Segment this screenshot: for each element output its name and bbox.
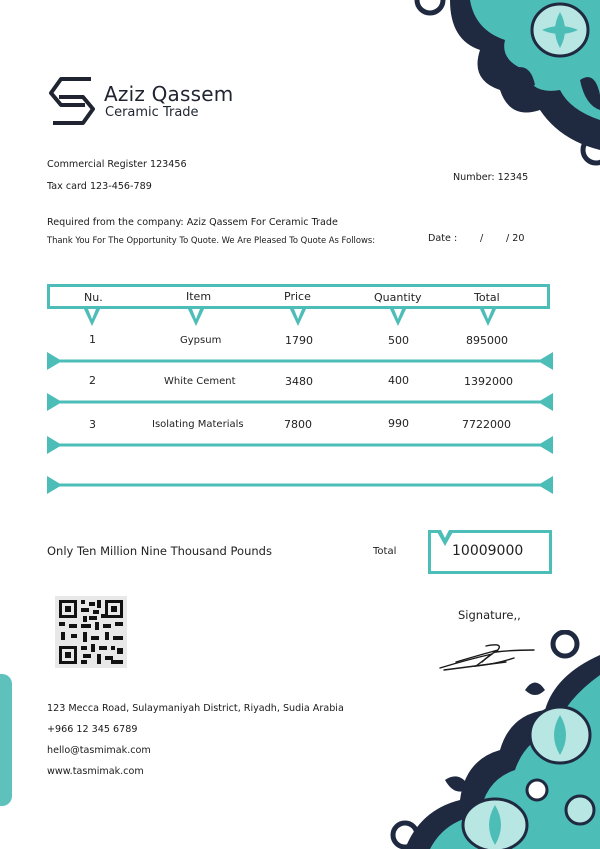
header-price: Price [284,290,311,303]
contact-email[interactable]: hello@tasmimak.com [47,745,151,756]
brand-name: Aziz Qassem [104,82,234,106]
ornament-top-right [410,0,600,170]
row-2-total: 1392000 [464,375,513,388]
header-number: Nu. [84,291,103,304]
signature-label: Signature,, [458,608,521,622]
row-3-item: Isolating Materials [152,419,244,430]
tax-card: Tax card 123-456-789 [47,181,152,192]
row-2-number: 2 [89,374,96,387]
commercial-register: Commercial Register 123456 [47,159,187,170]
row-3-price: 7800 [284,418,312,431]
date-year: / 20 [506,233,525,244]
header-quantity: Quantity [374,291,422,304]
required-from: Required from the company: Aziz Qassem For Ceramic Trade [47,217,338,228]
row-1-total: 895000 [466,334,508,347]
total-label: Total [373,546,397,557]
contact-website[interactable]: www.tasmimak.com [47,766,144,777]
row-3-number: 3 [89,418,96,431]
row-3-total: 7722000 [462,418,511,431]
brand-subtitle: Ceramic Trade [105,105,199,120]
amount-in-words: Only Ten Million Nine Thousand Pounds [47,544,272,558]
signature-scribble-icon [436,640,540,674]
contact-phone: +966 12 345 6789 [47,724,138,735]
total-value: 10009000 [452,543,524,559]
row-2-item: White Cement [164,376,236,387]
logo-mark-icon [47,73,97,129]
row-3-quantity: 990 [388,417,409,430]
row-1-item: Gypsum [180,335,222,346]
quote-number: Number: 12345 [453,172,529,183]
qr-code-icon [55,596,127,668]
header-item: Item [186,290,212,303]
thank-you-note: Thank You For The Opportunity To Quote. We Are Pleased To Quote As Follows: [47,235,376,245]
row-1-number: 1 [89,333,96,346]
row-2-price: 3480 [285,375,313,388]
date-separator: / [480,233,484,244]
date-label: Date : [428,233,458,244]
side-tab [0,674,12,806]
row-1-price: 1790 [285,334,313,347]
table-lines [0,300,600,500]
header-total: Total [474,291,500,304]
contact-address: 123 Mecca Road, Sulaymaniyah District, Riyadh, Sudia Arabia [47,703,344,714]
row-2-quantity: 400 [388,374,409,387]
row-1-quantity: 500 [388,334,409,347]
